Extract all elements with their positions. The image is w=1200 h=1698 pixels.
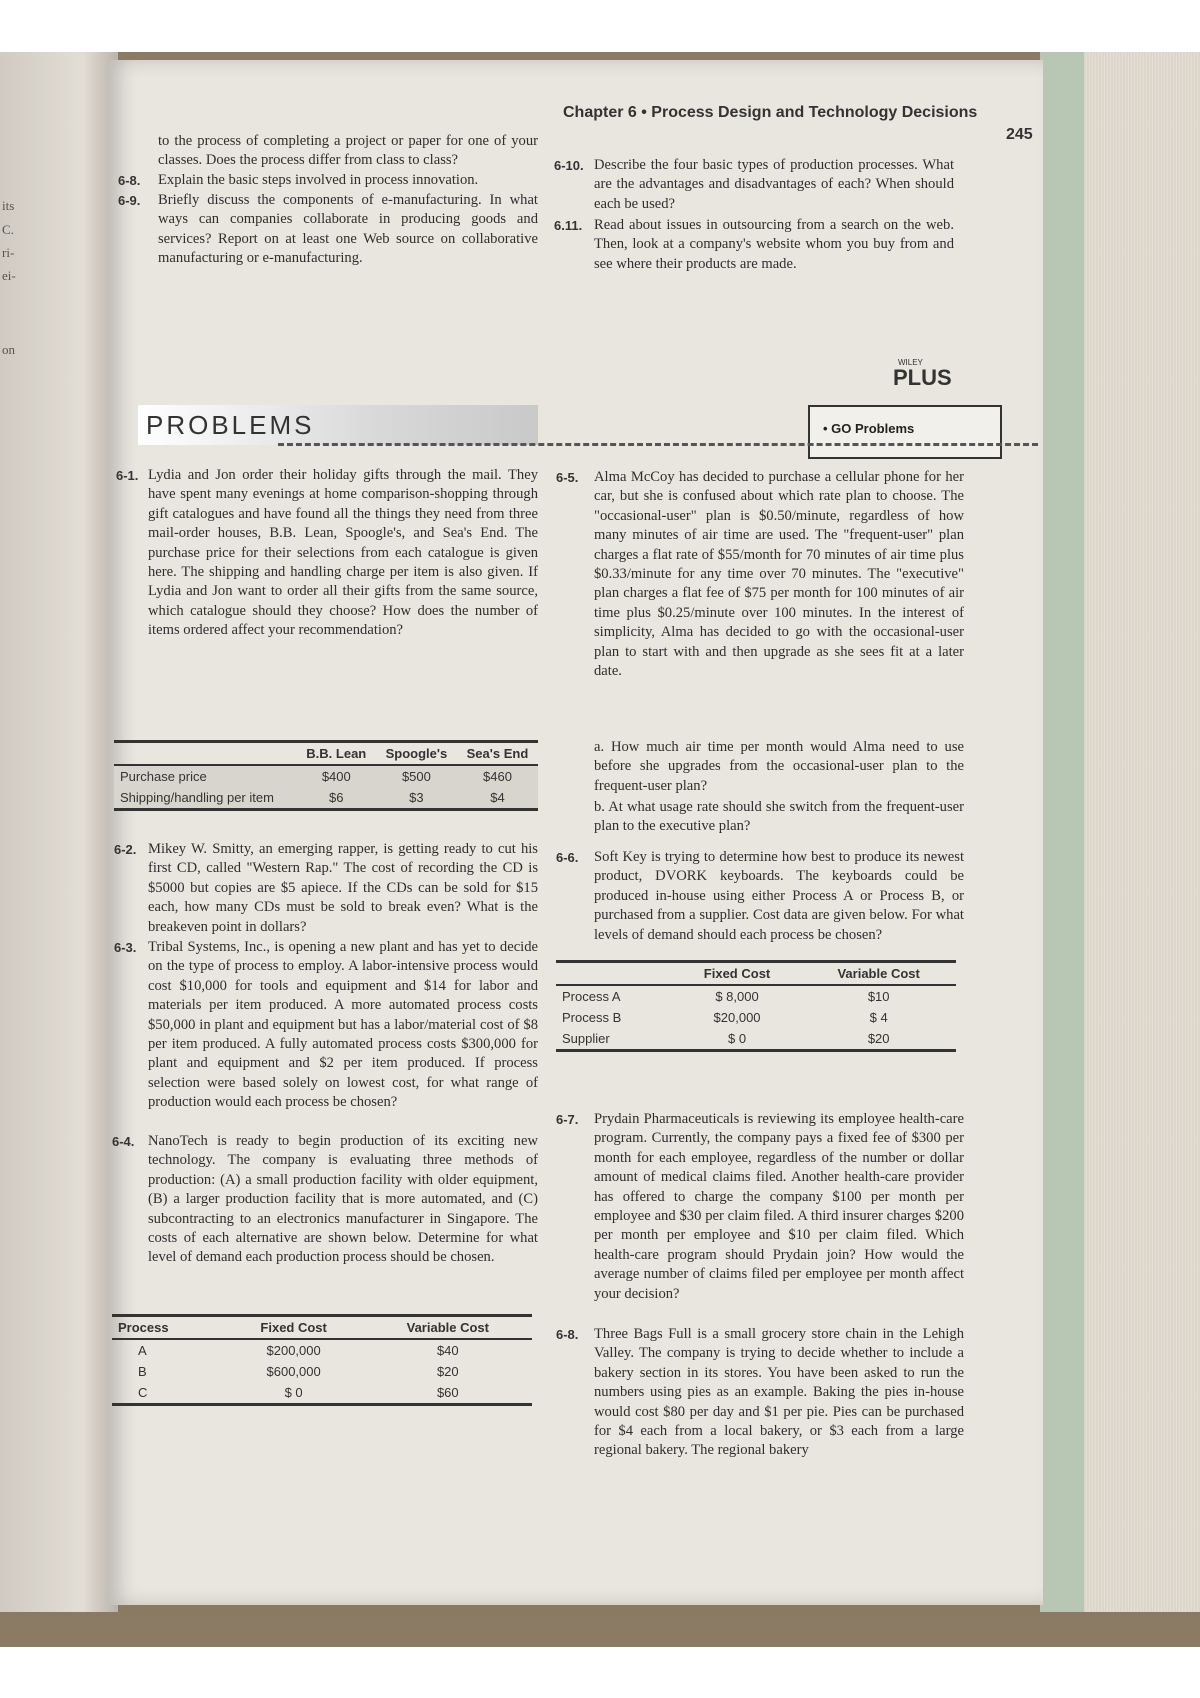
section-divider: [278, 443, 1038, 446]
table-cell: Process B: [562, 1010, 622, 1025]
question-number: 6-8.: [118, 173, 141, 188]
table-row: [556, 1007, 956, 1028]
table-cell: $4: [490, 790, 505, 805]
wileyplus-logo: PLUS: [893, 365, 952, 390]
table-header: [556, 962, 673, 986]
table-cell: $ 4: [869, 1010, 888, 1025]
problem-6-2-text: Mikey W. Smitty, an emerging rapper, is getting ready to cut his first CD, called "Western Rap." The cost of recording the CD is $5000 but copies are $5 apiece. If the CDs can be sold for $15 each, how many CDs must be sold to break even? What is the breakeven point in dollars?: [148, 841, 538, 935]
table-row: [112, 1361, 532, 1382]
table-cell: $20: [436, 1364, 459, 1379]
table-cell: $40: [436, 1343, 459, 1358]
table-header: Fixed Cost: [260, 1320, 327, 1335]
table-header: B.B. Lean: [306, 746, 367, 761]
table-cell: B: [138, 1364, 147, 1379]
facing-page-edge: [0, 52, 118, 1612]
discussion-question-8: Explain the basic steps involved in process innovation.: [158, 172, 479, 188]
problem-6-1-text: Lydia and Jon order their holiday gifts through the mail. They have spent many evenings at home comparison-shopping through gift catalogues and have found all the things they need from three mail-order houses, B.B. Lean, Spoogle's, and Sea's End. The purchase price for their selections from each catalogue is given here. The shipping and handling charge per item is also given. If Lydia and Jon want to order all their gifts from the same source, which catalogue should they choose? How does the number of items ordered affect your recommendation?: [148, 467, 538, 639]
catalogue-table: [114, 740, 538, 811]
facing-page-fragment: on: [2, 342, 15, 357]
table-row: [112, 1339, 532, 1361]
table-header-row: [556, 962, 956, 986]
table-row: [114, 765, 538, 787]
problem-number: 6-8.: [556, 1327, 579, 1342]
table-row: [114, 787, 538, 810]
facing-page-fragment: C.: [2, 222, 14, 237]
discussion-intro: to the process of completing a project or paper for one of your classes. Does the process differ from class to class?: [158, 133, 538, 169]
facing-page-fragment: ri-: [2, 245, 15, 260]
table-row: [556, 1028, 956, 1051]
table-header: Fixed Cost: [703, 966, 771, 981]
table-header-row: [112, 1316, 532, 1340]
table-header: Process: [118, 1320, 169, 1335]
table-cell: Purchase price: [120, 769, 207, 784]
table-cell: $ 8,000: [715, 989, 759, 1004]
problem-6-3-text: Tribal Systems, Inc., is opening a new plant and has yet to decide on the type of process to employ. A labor-intensive process would cost $10,000 for tools and equipment and $14 for labor and materials per item produced. A more automated process costs $50,000 in plant and equipment but has a labor/material cost of $8 per item produced. A fully automated process costs $300,000 for plant and equipment and $2 per item produced. If process selection were based solely on lowest cost, for what range of production would each process be chosen?: [148, 939, 538, 1111]
table-cell: $20: [867, 1031, 890, 1046]
problem-number: 6-3.: [114, 940, 137, 955]
table-header: Variable Cost: [406, 1320, 489, 1335]
problem-6-4-text: NanoTech is ready to begin production of its exciting new technology. The company is evaluating three methods of production: (A) a small production facility with older equipment, (B) a larger production facility that is more automated, and (C) subcontracting to an electronics manufacturer in Singapore. The costs of each alternative are shown below. Determine for what level of demand each production process should be chosen.: [148, 1133, 538, 1266]
table-cell: $500: [401, 769, 431, 784]
page-margin-band: [1040, 52, 1084, 1612]
keyboard-cost-table: [556, 960, 956, 1052]
problem-number: 6-7.: [556, 1112, 579, 1127]
problem-6-5-part-b: b. At what usage rate should she switch from the frequent-user plan to the executive plan?: [594, 799, 964, 835]
problems-heading: PROBLEMS: [146, 410, 315, 440]
table-header: Variable Cost: [837, 966, 920, 981]
problem-number: 6-2.: [114, 842, 137, 857]
table-header-row: [114, 742, 538, 766]
facing-page-fragment: its: [2, 198, 15, 213]
table-header: Sea's End: [466, 746, 529, 761]
discussion-question-9: Briefly discuss the components of e-manufacturing. In what ways can companies collaborate in producing goods and services? Report on at least one Web source on collaborative manufacturing or e-manufacturing.: [158, 192, 538, 267]
question-number: 6-9.: [118, 193, 141, 208]
table-cell: $60: [436, 1385, 459, 1400]
table-header: Spoogle's: [385, 746, 448, 761]
problem-6-5-part-a: a. How much air time per month would Alma need to use before she upgrades from the occasional-user plan to the frequent-user plan?: [594, 739, 964, 794]
facing-page-fragment: ei-: [2, 268, 16, 283]
table-cell: $6: [329, 790, 344, 805]
discussion-question-10: Describe the four basic types of production processes. What are the advantages and disadvantages of each? When should each be used?: [594, 157, 954, 212]
running-title: Chapter 6 • Process Design and Technology Decisions: [563, 104, 978, 121]
table-cell: $3: [409, 790, 424, 805]
problem-number: 6-6.: [556, 850, 579, 865]
textbook-page: [108, 60, 1043, 1605]
wiley-logo-text: WILEY: [898, 358, 923, 367]
table-cell: C: [138, 1385, 148, 1400]
table-cell: Process A: [562, 989, 621, 1004]
table-cell: Supplier: [562, 1031, 610, 1046]
process-cost-table: [112, 1314, 532, 1406]
book-page-edges: [1082, 52, 1200, 1612]
table-header: [114, 742, 297, 766]
table-row: [112, 1382, 532, 1405]
problem-number: 6-1.: [116, 468, 139, 483]
table-cell: $400: [321, 769, 351, 784]
go-problems-label: • GO Problems: [823, 421, 915, 436]
problem-6-7-text: Prydain Pharmaceuticals is reviewing its employee health-care program. Currently, the company pays a fixed fee of $300 per month for each employee, regardless of the number or dollar amount of medical claims filed. Another health-care provider has offered to charge the company $100 per month per employee and $30 per claim filed. A third insurer charges $200 per month per employee and $10 per claim filed. Which health-care program should Prydain join? How would the average number of claims filed per employee per month affect your decision?: [594, 1111, 964, 1302]
table-cell: $ 0: [728, 1031, 747, 1046]
table-cell: $20,000: [713, 1010, 761, 1025]
table-cell: A: [138, 1343, 147, 1358]
question-number: 6.11.: [554, 218, 583, 233]
table-row: [556, 985, 956, 1007]
table-cell: $600,000: [266, 1364, 321, 1379]
discussion-question-11: Read about issues in outsourcing from a search on the web. Then, look at a company's website whom you buy from and see where their products are made.: [594, 217, 954, 272]
problem-number: 6-4.: [112, 1134, 135, 1149]
question-number: 6-10.: [554, 158, 584, 173]
page-number: 245: [1006, 126, 1033, 143]
table-cell: $10: [867, 989, 890, 1004]
problem-number: 6-5.: [556, 470, 579, 485]
table-cell: $460: [483, 769, 512, 784]
problem-6-6-text: Soft Key is trying to determine how best to produce its newest product, DVORK keyboards. The keyboards could be produced in-house using either Process A or Process B, or purchased from a supplier. Cost data are given below. For what levels of demand should each process be chosen?: [594, 849, 964, 943]
table-cell: $200,000: [266, 1343, 321, 1358]
table-cell: Shipping/handling per item: [120, 790, 274, 805]
problem-6-8-text: Three Bags Full is a small grocery store chain in the Lehigh Valley. The company is trying to decide whether to include a bakery section in its stores. You have been asked to run the numbers using pies as an example. Baking the pies in-house would cost $80 per day and $1 per pie. Pies can be purchased for $4 each from a local bakery, or $3 each from a large regional bakery. The regional bakery: [594, 1326, 964, 1459]
table-cell: $ 0: [284, 1385, 303, 1400]
problem-6-5-text: Alma McCoy has decided to purchase a cellular phone for her car, but she is confused about which rate plan to choose. The "occasional-user" plan is $0.50/minute, regardless of how many minutes of air time are used. The "frequent-user" plan charges a flat rate of $55/month for 70 minutes of air time plus $0.33/minute for any time over 70 minutes. The "executive" plan charges a flat fee of $75 per month for 100 minutes of air time plus $0.25/minute over 100 minutes. In the interest of simplicity, Alma has decided to go with the occasional-user plan to start with and then upgrade as she sees fit at a later date.: [594, 469, 964, 680]
